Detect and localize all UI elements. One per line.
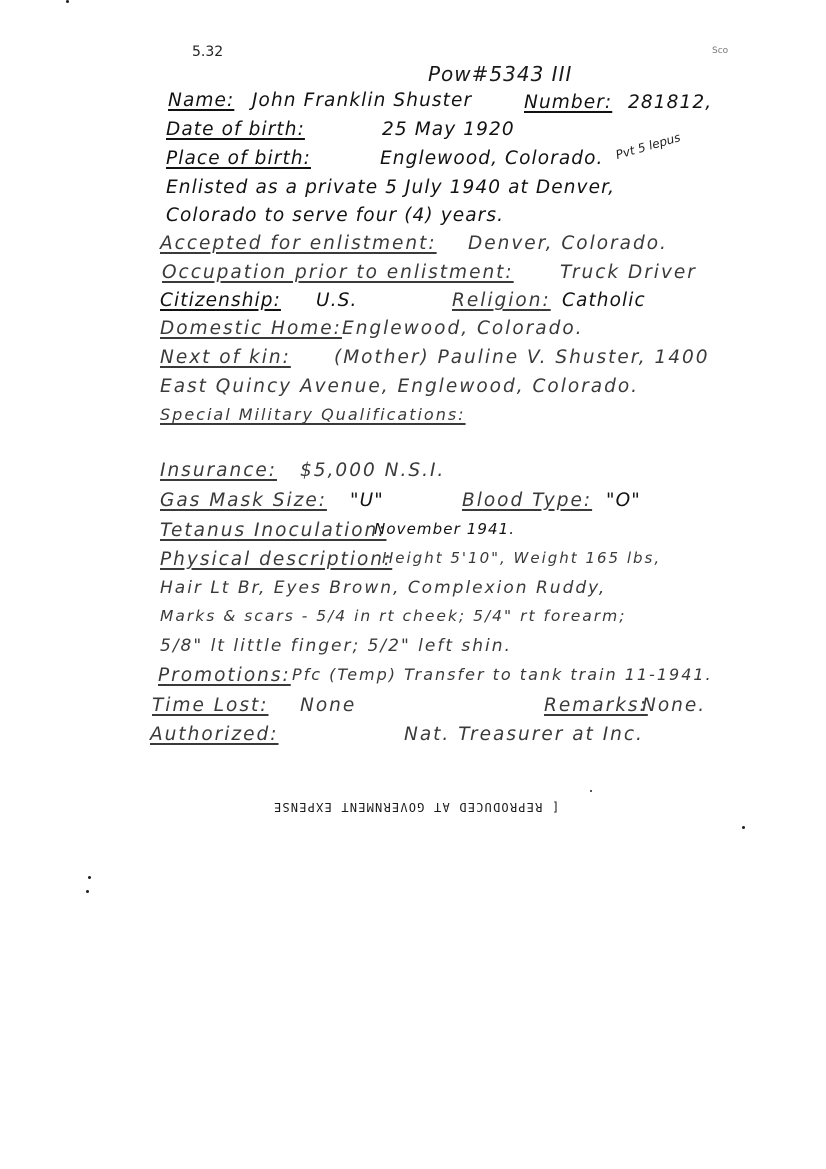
stamp-text: REPRODUCED AT GOVERNMENT EXPENSE bbox=[272, 800, 543, 814]
home-value: Englewood, Colorado. bbox=[342, 318, 584, 339]
reproduction-stamp bbox=[236, 800, 596, 814]
citizenship-label: Citizenship: bbox=[160, 290, 281, 311]
dob-label: Date of birth: bbox=[166, 119, 305, 140]
physical-description-line-4: 5/8" lt little finger; 5/2" left shin. bbox=[160, 636, 512, 656]
pob-label: Place of birth: bbox=[166, 148, 311, 169]
remarks-value: None. bbox=[642, 695, 707, 716]
stamp-bracket-left: [ bbox=[550, 800, 560, 814]
accepted-value: Denver, Colorado. bbox=[468, 233, 668, 254]
scan-speck bbox=[742, 826, 745, 829]
tetanus-label: Tetanus Inoculation: bbox=[160, 520, 387, 541]
religion-label: Religion: bbox=[452, 290, 551, 311]
name-label: Name: bbox=[168, 90, 235, 111]
occupation-value: Truck Driver bbox=[560, 262, 697, 283]
scan-speck bbox=[86, 890, 89, 893]
kin-label: Next of kin: bbox=[160, 347, 291, 368]
gas-mask-label: Gas Mask Size: bbox=[160, 490, 327, 511]
corner-mark: Sco bbox=[712, 46, 729, 56]
remarks-label: Remarks: bbox=[544, 695, 648, 716]
promotions-label: Promotions: bbox=[158, 665, 291, 686]
time-lost-label: Time Lost: bbox=[152, 695, 269, 716]
pow-number: Pow#5343 III bbox=[428, 62, 573, 86]
scan-speck bbox=[590, 790, 592, 792]
tetanus-value: November 1941. bbox=[374, 520, 516, 538]
physical-description-value: Height 5'10", Weight 165 lbs, bbox=[382, 549, 662, 567]
blood-type-label: Blood Type: bbox=[462, 490, 593, 511]
home-label: Domestic Home: bbox=[160, 318, 342, 339]
physical-description-label: Physical description: bbox=[160, 549, 393, 570]
dob-value: 25 May 1920 bbox=[382, 119, 515, 140]
insurance-value: $5,000 N.S.I. bbox=[300, 460, 446, 481]
occupation-label: Occupation prior to enlistment: bbox=[162, 262, 514, 283]
enlisted-line-2: Colorado to serve four (4) years. bbox=[166, 205, 505, 226]
pob-value: Englewood, Colorado. bbox=[380, 148, 604, 169]
promotions-value: Pfc (Temp) Transfer to tank train 11-1941. bbox=[292, 665, 713, 684]
authorized-value: Nat. Treasurer at Inc. bbox=[404, 724, 644, 745]
special-qualifications-label: Special Military Qualifications: bbox=[160, 405, 466, 424]
accepted-label: Accepted for enlistment: bbox=[160, 233, 437, 254]
religion-value: Catholic bbox=[562, 290, 646, 311]
kin-continued: East Quincy Avenue, Englewood, Colorado. bbox=[160, 376, 640, 397]
insurance-label: Insurance: bbox=[160, 460, 277, 481]
physical-description-line-2: Hair Lt Br, Eyes Brown, Complexion Ruddy, bbox=[160, 578, 607, 598]
enlisted-line-1: Enlisted as a private 5 July 1940 at Denver, bbox=[166, 177, 616, 198]
number-label: Number: bbox=[524, 92, 613, 113]
gas-mask-value: "U" bbox=[350, 490, 384, 511]
time-lost-value: None bbox=[300, 695, 357, 716]
name-value: John Franklin Shuster bbox=[252, 90, 473, 111]
scan-speck bbox=[66, 0, 69, 3]
authorized-label: Authorized: bbox=[150, 724, 279, 745]
margin-note: Pvt 5 lepus bbox=[614, 130, 682, 162]
physical-description-line-3: Marks & scars - 5/4 in rt cheek; 5/4" rt forearm; bbox=[160, 607, 627, 625]
blood-type-value: "O" bbox=[606, 490, 641, 511]
scan-speck bbox=[88, 876, 91, 879]
number-value: 281812, bbox=[628, 92, 713, 113]
kin-value: (Mother) Pauline V. Shuster, 1400 bbox=[334, 347, 710, 368]
page-number: 5.32 bbox=[192, 44, 224, 60]
citizenship-value: U.S. bbox=[316, 290, 358, 311]
